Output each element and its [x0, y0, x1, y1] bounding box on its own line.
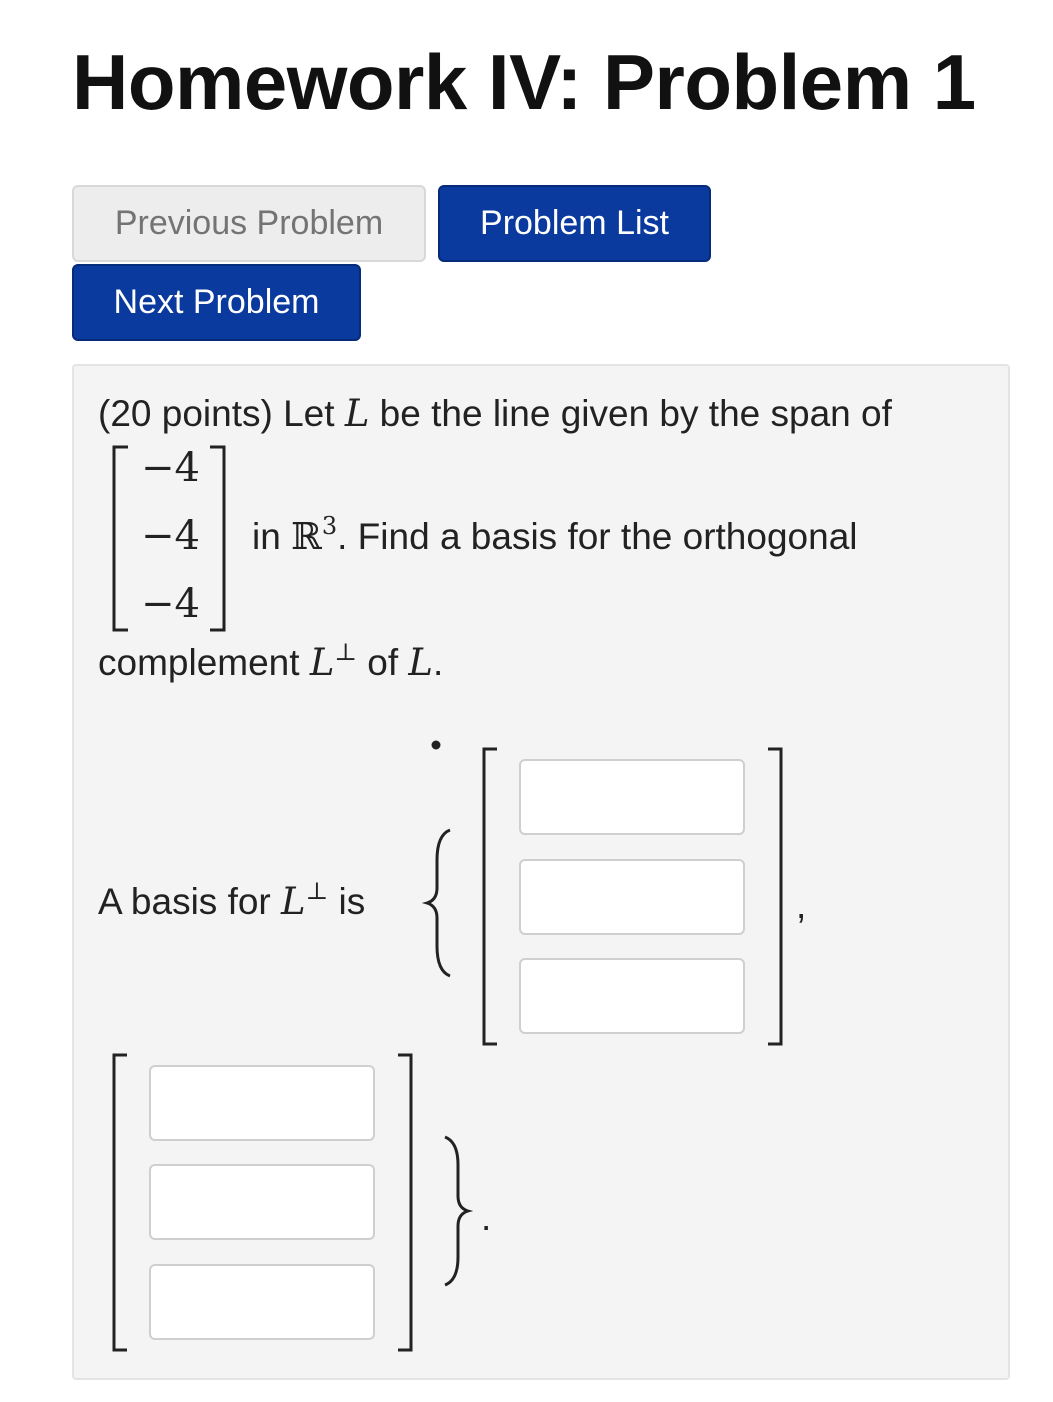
perp-symbol: ⊥ [334, 638, 357, 666]
line-variable: L [309, 641, 335, 684]
line-variable: L [408, 641, 433, 684]
is-text: is [338, 881, 366, 922]
set-left-brace [427, 830, 450, 976]
next-problem-button[interactable]: Next Problem [72, 264, 361, 341]
span-vector-right-bracket [210, 447, 224, 630]
answer-vector1-left-bracket [484, 749, 497, 1044]
in-text: in [252, 516, 281, 557]
stray-dot [432, 741, 441, 750]
problem-list-button[interactable]: Problem List [438, 185, 711, 262]
complement-text: complement [98, 642, 300, 683]
span-vector-left-bracket [114, 447, 128, 630]
line-variable: L [281, 880, 306, 923]
perp-symbol: ⊥ [305, 877, 329, 905]
vector-separator-comma: , [796, 885, 807, 926]
statement-intro-rest: be the line given by the span of [379, 393, 892, 434]
set-right-brace [445, 1137, 468, 1285]
line-variable: L [344, 392, 370, 435]
answer-vector2-left-bracket [114, 1055, 127, 1350]
answer-vector2-right-bracket [398, 1055, 411, 1350]
answer-prefix: A basis for [98, 881, 271, 922]
set-end-period: . [481, 1197, 492, 1238]
find-text: . Find a basis for the orthogonal [337, 516, 858, 557]
space-dimension: 3 [321, 512, 338, 540]
span-vector-entry-2: −4 [141, 513, 200, 559]
statement-intro: (20 points) Let [98, 393, 335, 434]
end-period: . [432, 642, 444, 683]
previous-problem-button[interactable]: Previous Problem [72, 185, 426, 262]
span-vector-entry-1: −4 [141, 445, 200, 491]
page-title: Homework IV: Problem 1 [72, 38, 976, 126]
real-space-symbol: ℝ [291, 515, 322, 558]
span-vector-entry-3: −4 [141, 581, 200, 627]
answer-vector1-right-bracket [768, 749, 781, 1044]
of-text: of [367, 642, 399, 683]
